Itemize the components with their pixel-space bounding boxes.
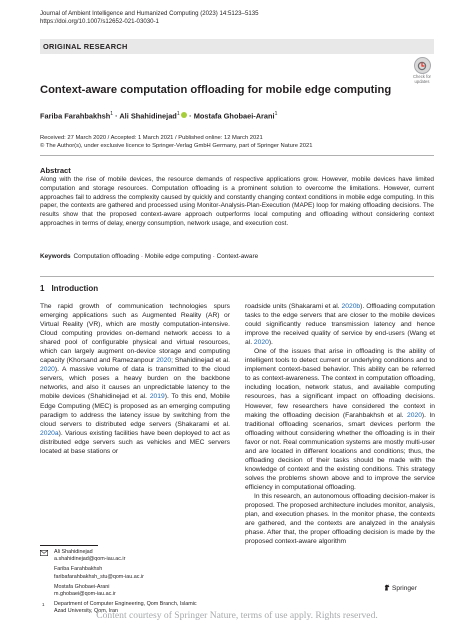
keywords-line	[40, 253, 258, 260]
check-updates-icon	[414, 57, 431, 74]
author-name[interactable]: Mostafa Ghobaei‑Arani	[193, 111, 275, 121]
contact-name: Mostafa Ghobaei-Arani	[54, 583, 110, 590]
publication-history	[40, 134, 312, 150]
author-name[interactable]: Ali Shahidinejad	[119, 111, 177, 121]
footnotes	[40, 549, 230, 616]
citation-link[interactable]: 2020	[407, 411, 422, 419]
author-contact	[40, 584, 230, 598]
envelope-icon	[40, 550, 48, 556]
keywords-label: Keywords	[40, 253, 71, 260]
author-list: Fariba Farahbakhsh$^1$ · Ali Shahidinejad$^1$ · Mostafa Ghobaei‑Arani$^1$	[40, 111, 278, 121]
section-banner	[40, 39, 434, 54]
orcid-icon[interactable]	[181, 112, 188, 119]
paragraph: The rapid growth of communication technologies spurs emerging applications such as Augmented Reality (AR) or Virtual Reality (VR), which are mostly computation-intensive. Cloud computing provides on-demand network access to a shared pool of configurable physical and virtual resources, which can largely augment on-device storage and computing capacity (Khorsand and Ramezanpour 2020; Shahidinejad et al. 2020). A massive volume of data is transmitted to the cloud servers, which poses a heavy burden on the backbone networks, and also it causes an unpredictable latency to the mobile devices (Shahidinejad et al. 2019). To this end, Mobile Edge Computing (MEC) is proposed as an emerging computing paradigm to address the latency issue by switching from the cloud servers to distributed edge servers (Shakarami et al. 2020a). Various existing facilities have been deployed to act as distributed edge servers such as vehicles and MEC servers located at base stations or	[40, 303, 230, 455]
courtesy-watermark: Content courtesy of Springer Nature, terms of use apply. Rights reserved.	[96, 610, 378, 621]
affiliation-marker: 1	[42, 602, 45, 608]
divider	[40, 276, 434, 277]
contact-name: Ali Shahidinejad	[54, 549, 93, 555]
contact-email[interactable]: m.ghobaei@qom-iau.ac.ir	[54, 591, 116, 598]
citation-link[interactable]: 2020a	[40, 429, 59, 437]
section-title: Introduction	[51, 284, 99, 293]
copyright-line: © The Author(s), under exclusive licence to Springer-Verlag GmbH Germany, part of Springer Nature 2021	[40, 143, 313, 149]
abstract-text: Along with the rise of mobile devices, the resource demands of respective applications grow. However, mobile devices have limited computation and storage resources. Computation offloading is a prominent solution to overcome the limitations. However, current approaches fail to address the complexity caused by quickly and constantly changing context conditions in mobile edge computing. In this paper, the contexts are gathered and processed using Monitor-Analysis-Plan-Execution (MAPE) loop for making offloading decisions. The results show that the proposed context-aware approach outperforms local computing and offloading without considering context approaches in terms of delay, energy consumption, network usage, and execution cost.	[40, 176, 434, 227]
paragraph: In this research, an autonomous offloading decision-maker is proposed. The proposed architecture includes monitor, analysis, plan, and execution phases. In the monitor phase, the contexts are gathered, and the contexts are analyzed in the analysis phase. After that, the proper offloading decision is made by the proposed context-aware algorithm	[245, 492, 435, 546]
journal-citation	[40, 10, 259, 26]
journal-info: Journal of Ambient Intelligence and Humanized Computing (2023) 14:5123–5135	[40, 10, 259, 17]
citation-link[interactable]: 2019	[149, 393, 165, 401]
doi-link[interactable]: https://doi.org/10.1007/s12652-021-03030-1	[40, 18, 159, 25]
citation-link[interactable]: 2020b	[341, 303, 361, 310]
contact-email[interactable]: a.shahidinejad@qom-iau.ac.ir	[54, 556, 126, 563]
section-label: ORIGINAL RESEARCH	[43, 42, 128, 51]
publisher-logo	[384, 584, 417, 592]
contact-name: Fariba Farahbakhsh	[54, 566, 103, 573]
section-number: 1	[40, 284, 45, 293]
check-updates-caption: Check for updates	[413, 74, 431, 84]
affiliation: 1 Department of Computer Engineering, Qom Branch, Islamic Azad University, Qom, Iran	[42, 601, 197, 615]
footnote-divider	[40, 545, 98, 546]
corresponding-author	[40, 549, 230, 563]
author-name[interactable]: Fariba Farahbakhsh	[40, 111, 111, 121]
citation-link[interactable]: 2020	[253, 339, 269, 347]
author-contact	[40, 566, 230, 580]
check-for-updates-badge[interactable]	[409, 57, 435, 83]
springer-horse-icon	[384, 584, 390, 591]
section-heading-introduction	[40, 284, 98, 293]
divider	[40, 155, 434, 156]
left-column	[40, 302, 230, 456]
contact-email[interactable]: faribafarahbakhsh_stu@qom-iau.ac.ir	[54, 573, 144, 580]
right-column	[245, 302, 435, 546]
citation-link[interactable]: 2020	[40, 366, 55, 374]
keywords-text: Computation offloading · Mobile edge computing · Context-aware	[73, 253, 259, 260]
citation-link[interactable]: 2020	[156, 357, 172, 365]
received-dates: Received: 27 March 2020 / Accepted: 1 March 2021 / Published online: 12 March 2021	[40, 135, 263, 141]
paragraph: One of the issues that arise in offloading is the ability of intelligent tools to detect current or underlying conditions and to implement context-based behavior. This ability can be referred to as context-awareness. The context in computation offloading, including location, network status, and available computing resources, has a significant impact on offloading decisions. However, few researchers have considered the context in making the offloading decision (Farahbakhsh et al. 2020). In traditional offloading scenarios, smart devices perform the offloading without considering whether the offloading is in their favor or not. Real communication systems are mostly multi-user and are located in different locations and conditions; thus, the offloading decision of their tasks should be made with the knowledge of context and the existing conditions. This strategy solves the problems shown above and to improve the service efficiency in computational offloading.	[245, 348, 435, 491]
article-title: Context‑aware computation offloading for mobile edge computing	[40, 84, 392, 96]
publisher-name: Springer	[392, 585, 417, 592]
abstract-heading: Abstract	[40, 166, 71, 175]
paragraph: roadside units (Shakarami et al. 2020b). Offloading computation tasks to the edge servers that are closer to the mobile devices could significantly reduce transmission latency and hence improve the received quality of service by end-users (Wang et al. 2020).	[245, 303, 435, 347]
